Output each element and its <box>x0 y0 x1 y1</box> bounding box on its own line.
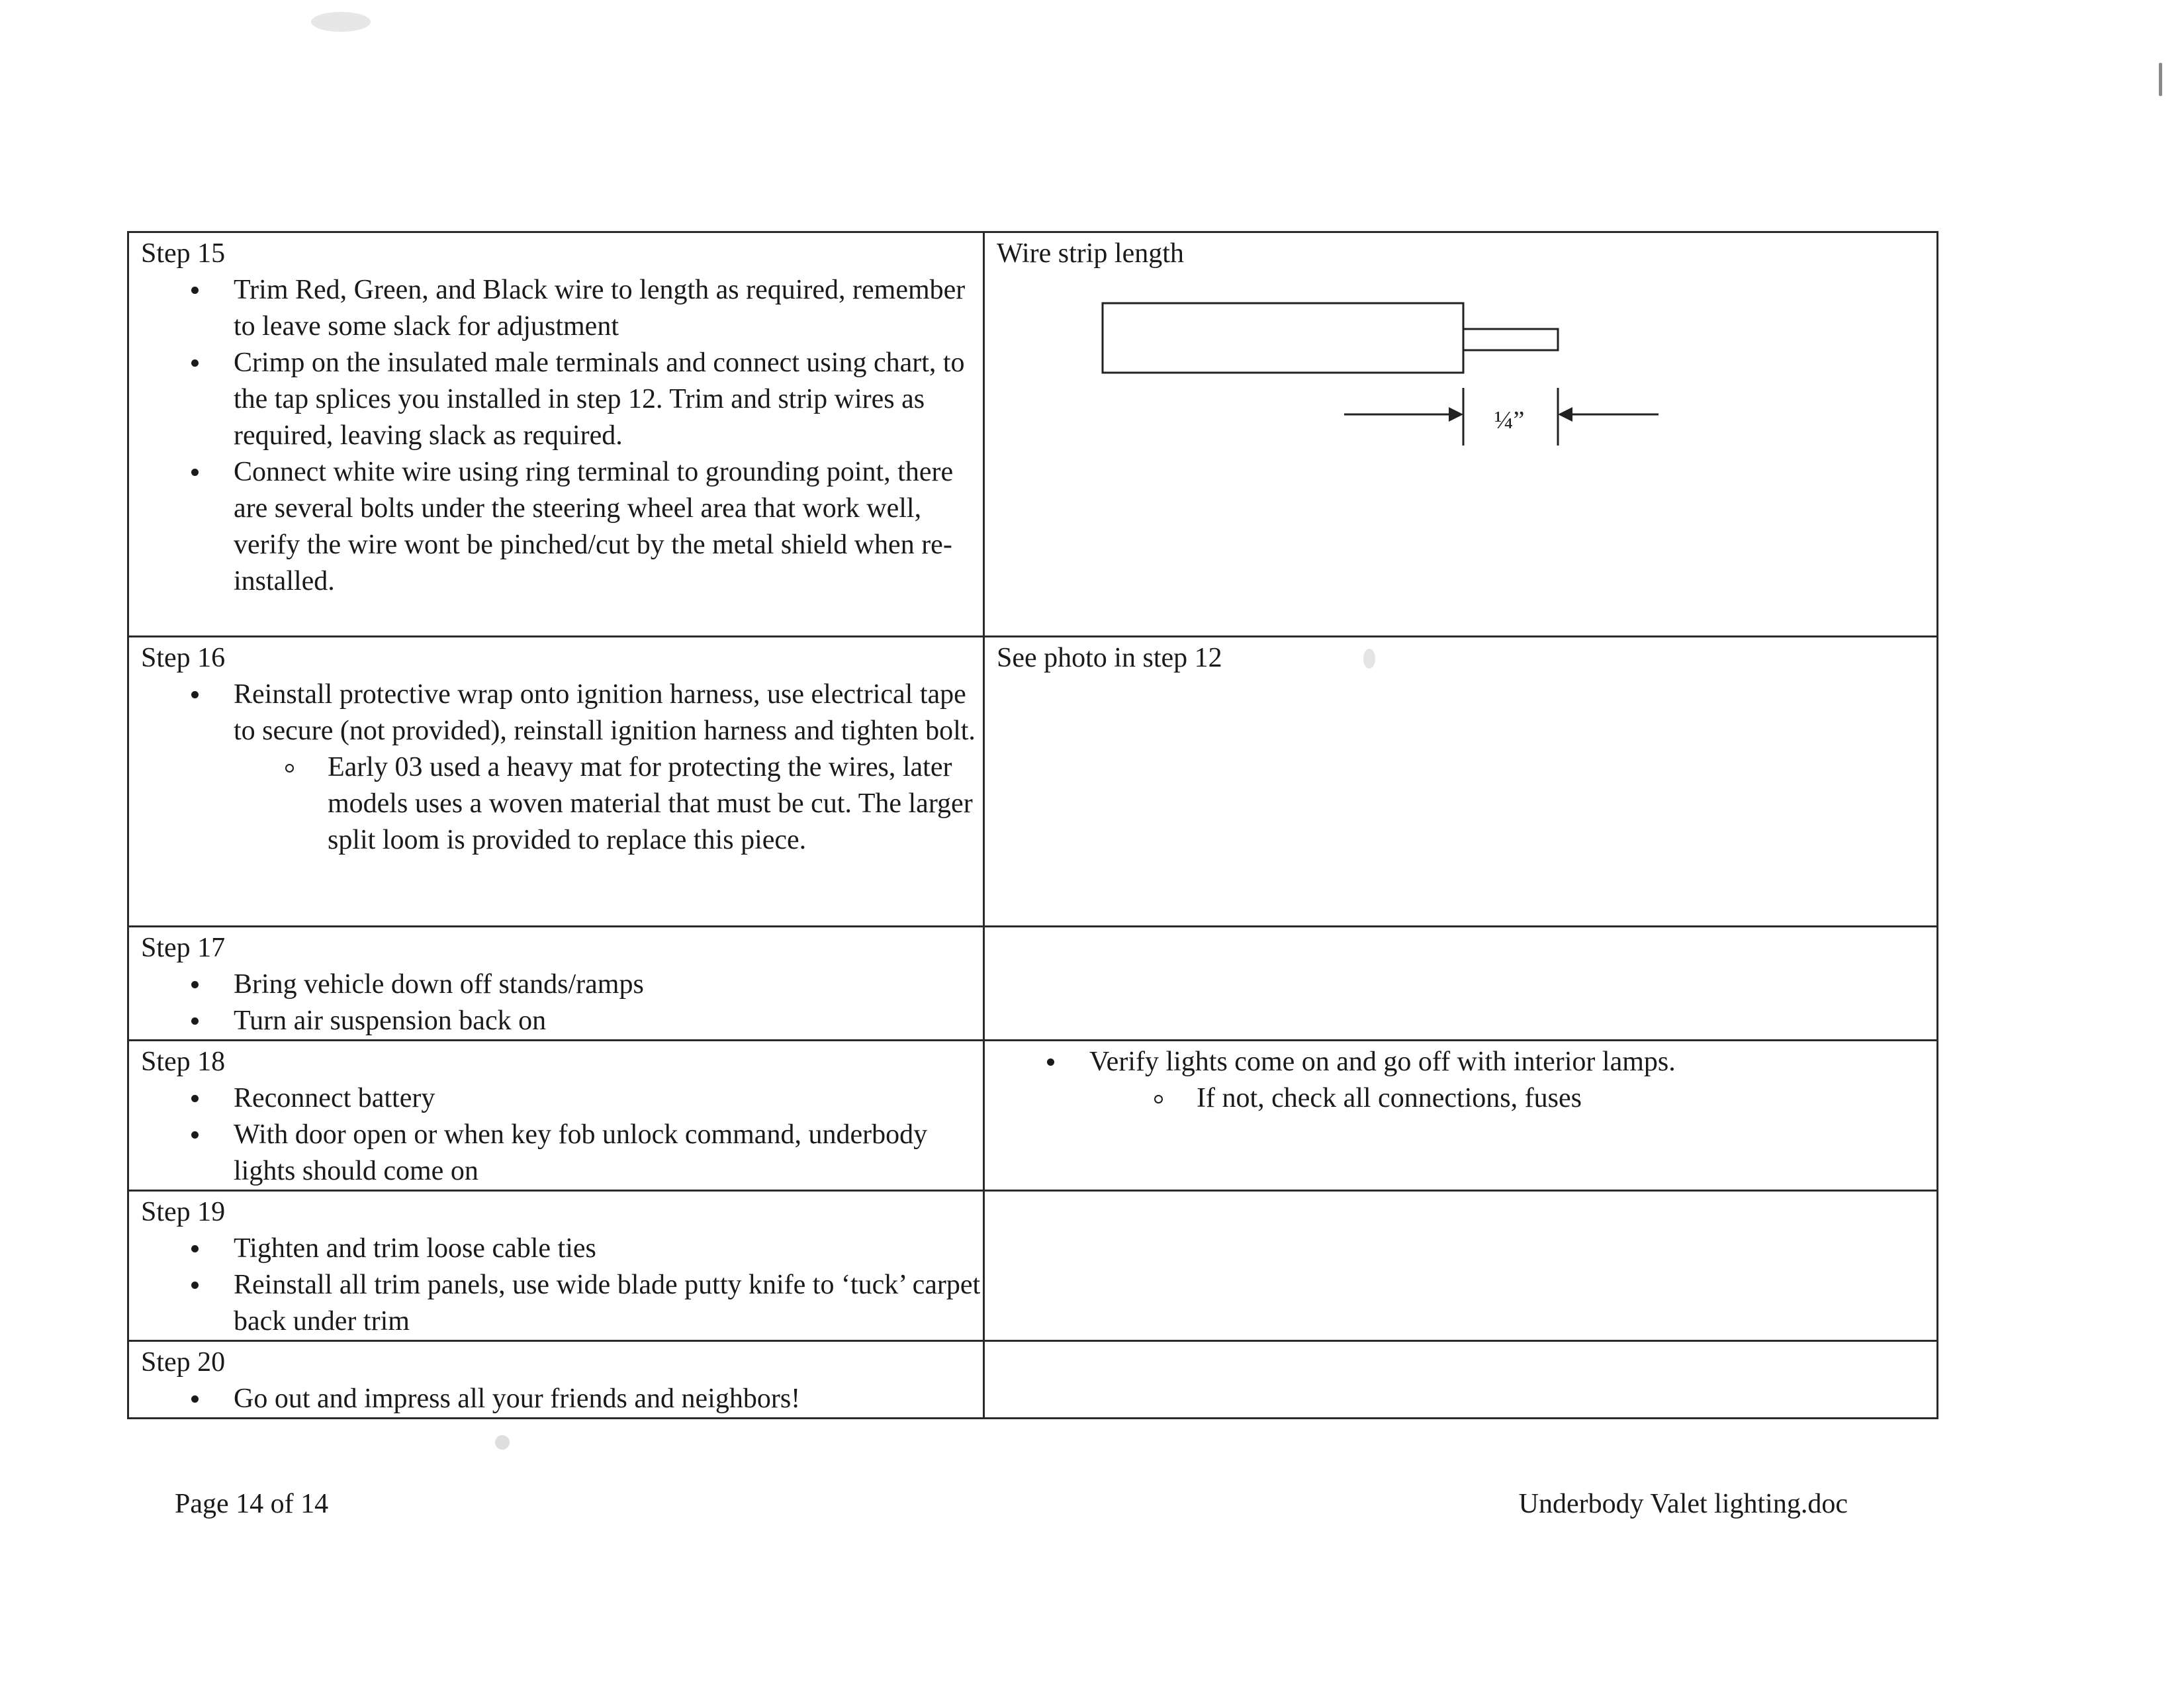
step-17-cell <box>128 927 984 1041</box>
instructions-table <box>127 231 1938 1419</box>
step-18-note-list <box>997 1044 1936 1080</box>
step-18-cell <box>128 1041 984 1191</box>
list-item: Go out and impress all your friends and neighbors! <box>234 1381 983 1417</box>
document-filename: Underbody Valet lighting.doc <box>1518 1489 1848 1519</box>
step-16-list <box>141 677 983 749</box>
wire-strip-diagram <box>997 272 1659 510</box>
step-17-empty-cell <box>984 927 1938 1041</box>
sub-list-item: Early 03 used a heavy mat for protecting the wires, later models uses a woven material that must be cut. The larger split loom is provided to replace this piece. <box>328 749 983 859</box>
step-title: Step 15 <box>141 238 226 269</box>
list-item: Bring vehicle down off stands/ramps <box>234 966 983 1003</box>
arrow-right-icon <box>1449 407 1463 422</box>
wire-strip-title: Wire strip length <box>997 238 1184 269</box>
step-16-note-cell <box>984 637 1938 927</box>
list-item: Reconnect battery <box>234 1080 983 1117</box>
list-item: Reinstall protective wrap onto ignition harness, use electrical tape to secure (not provided), reinstall ignition harness and tighten bolt. <box>234 677 983 749</box>
step-16-row <box>128 637 1938 927</box>
step-18-note-sublist <box>997 1080 1936 1117</box>
step-18-row <box>128 1041 1938 1191</box>
step-16-sublist <box>141 749 983 859</box>
sub-list-item: If not, check all connections, fuses <box>1197 1080 1936 1117</box>
list-item: With door open or when key fob unlock command, underbody lights should come on <box>234 1117 983 1190</box>
wire-insulation-shape <box>1103 303 1463 373</box>
step-title: Step 20 <box>141 1347 226 1378</box>
step-18-list <box>141 1080 983 1190</box>
step-17-row <box>128 927 1938 1041</box>
step-15-cell <box>128 232 984 637</box>
scan-smudge <box>311 12 371 32</box>
step-20-row <box>128 1341 1938 1419</box>
list-item: Trim Red, Green, and Black wire to length as required, remember to leave some slack for adjustment <box>234 272 983 345</box>
dimension-label: ¼” <box>1494 406 1525 434</box>
step-19-list <box>141 1231 983 1340</box>
step-19-row <box>128 1191 1938 1341</box>
list-item: Verify lights come on and go off with interior lamps. <box>1089 1044 1936 1080</box>
step-20-list <box>141 1381 983 1417</box>
step-title: Step 18 <box>141 1047 226 1077</box>
list-item: Tighten and trim loose cable ties <box>234 1231 983 1267</box>
scan-mark <box>2159 63 2162 96</box>
step-19-cell <box>128 1191 984 1341</box>
page-number: Page 14 of 14 <box>175 1489 329 1519</box>
step-18-note-cell <box>984 1041 1938 1191</box>
step-16-note: See photo in step 12 <box>997 643 1222 673</box>
step-20-cell <box>128 1341 984 1419</box>
list-item: Connect white wire using ring terminal to grounding point, there are several bolts under the steering wheel area that work well, verify the wire wont be pinched/cut by the metal shield when re-installed. <box>234 454 983 600</box>
step-title: Step 19 <box>141 1197 226 1227</box>
step-15-row <box>128 232 1938 637</box>
wire-strip-cell <box>984 232 1938 637</box>
step-17-list <box>141 966 983 1039</box>
step-20-empty-cell <box>984 1341 1938 1419</box>
list-item: Reinstall all trim panels, use wide blade putty knife to ‘tuck’ carpet back under trim <box>234 1267 983 1340</box>
step-16-cell <box>128 637 984 927</box>
step-title: Step 17 <box>141 933 226 963</box>
step-title: Step 16 <box>141 643 226 673</box>
stripped-wire-shape <box>1463 329 1558 350</box>
scan-smudge <box>495 1435 510 1450</box>
scan-smudge <box>1363 649 1375 669</box>
step-15-list <box>141 272 983 600</box>
step-19-empty-cell <box>984 1191 1938 1341</box>
list-item: Turn air suspension back on <box>234 1003 983 1039</box>
list-item: Crimp on the insulated male terminals and connect using chart, to the tap splices you installed in step 12. Trim and strip wires as required, leaving slack as required. <box>234 345 983 454</box>
